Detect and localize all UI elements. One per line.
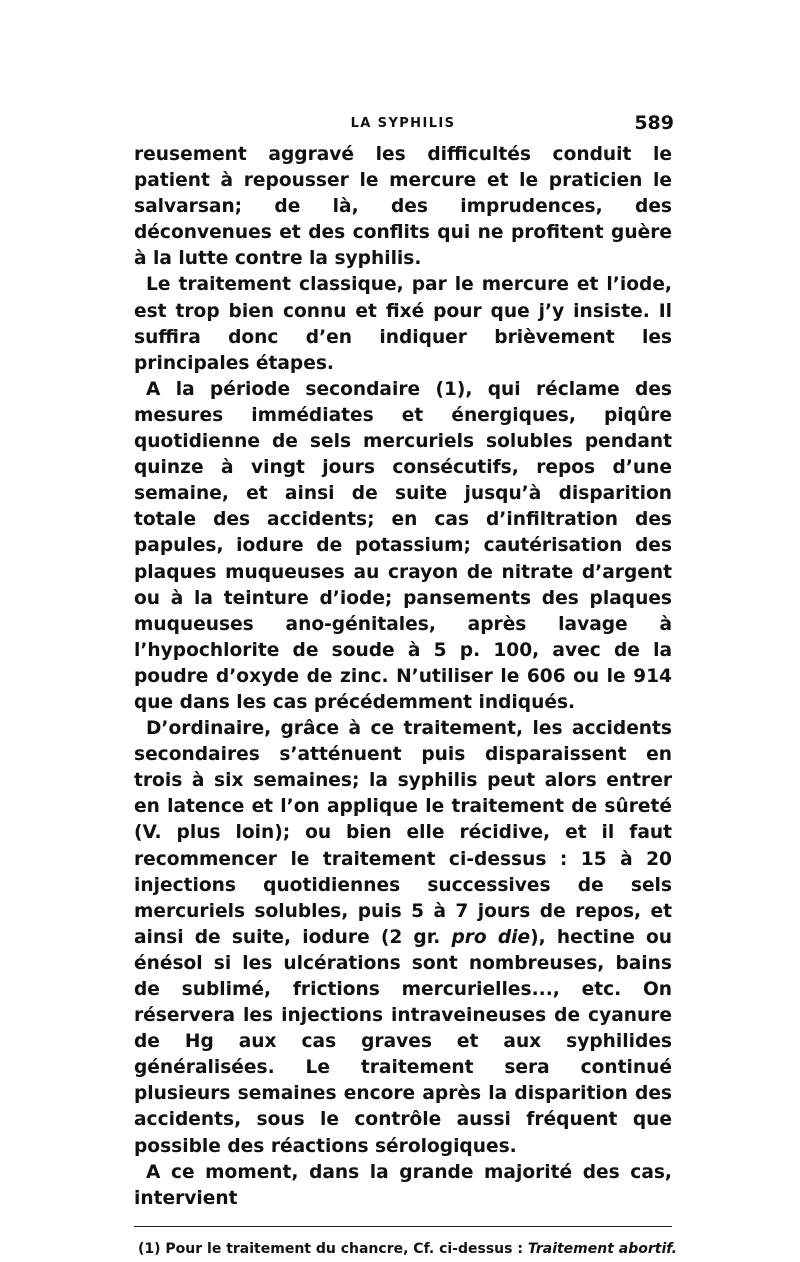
running-head: [134, 112, 672, 142]
paragraph-text: A ce moment, dans la grande majorité des cas, intervient: [134, 1161, 672, 1209]
paragraph-text: Le traitement classique, par le mercure et l’iode, est trop bien connu et fixé pour que j’y insiste. Il suffira donc d’en indiquer brièvement les principales étapes.: [134, 274, 672, 374]
italic-text: pro die: [451, 926, 531, 948]
footnote: [134, 1239, 677, 1259]
page-number: 589: [634, 112, 674, 134]
running-title: LA SYPHILIS: [350, 116, 456, 131]
paragraph-text: reusement aggravé les difficultés conduit le patient à repousser le mercure et le praticien le salvarsan; de là, des imprudences, des déconvenues et des conflits qui ne profitent guère à la lutte contre la syphilis.: [134, 144, 672, 270]
paragraph: [134, 142, 672, 272]
paragraph: [134, 1160, 672, 1212]
body-text: [134, 142, 672, 1212]
book-page: [134, 112, 677, 1259]
footnote-italic: Traitement abortif.: [527, 1240, 677, 1257]
paragraph: [134, 272, 672, 376]
paragraph: [134, 716, 672, 1160]
paragraph-text: A la période secondaire (1), qui réclame des mesures immédiates et énergiques, piqûre quotidienne de sels mercuriels solubles pendant quinze à vingt jours consécutifs, repos d’une semaine, et ainsi de suite jusqu’à disparition totale des accidents; en cas d’infiltration des papules, iodure de potassium; cautérisation des plaques muqueuses au crayon de nitrate d’argent ou à la teinture d’iode; pansements des plaques muqueuses ano-génitales, après lavage à l’hypochlorite de soude à 5 p. 100, avec de la poudre d’oxyde de zinc. N’utiliser le 606 ou le 914 que dans les cas précédemment indiqués.: [134, 378, 672, 713]
paragraph: [134, 377, 672, 716]
footnote-rule: [134, 1226, 672, 1227]
paragraph-text: ), hectine ou énésol si les ulcérations sont nombreuses, bains de sublimé, frictions mercurielles..., etc. On réservera les injections intraveineuses de cyanure de Hg aux cas graves et aux syphilides généralisées. Le traitement sera continué plusieurs semaines encore après la disparition des accidents, sous le contrôle aussi fréquent que possible des réactions sérologiques.: [134, 926, 673, 1157]
footnote-text: Pour le traitement du chancre, Cf. ci-dessus :: [160, 1240, 528, 1257]
paragraph-text: D’ordinaire, grâce à ce traitement, les accidents secondaires s’atténuent puis disparaissent en trois à six semaines; la syphilis peut alors entrer en latence et l’on applique le traitement de sûreté (V. plus loin); ou bien elle récidive, et il faut recommencer le traitement ci-dessus : 15 à 20 injections quotidiennes successives de sels mercuriels solubles, puis 5 à 7 jours de repos, et ainsi de suite, iodure (2 gr.: [134, 718, 672, 948]
footnote-marker: (1): [138, 1240, 161, 1257]
